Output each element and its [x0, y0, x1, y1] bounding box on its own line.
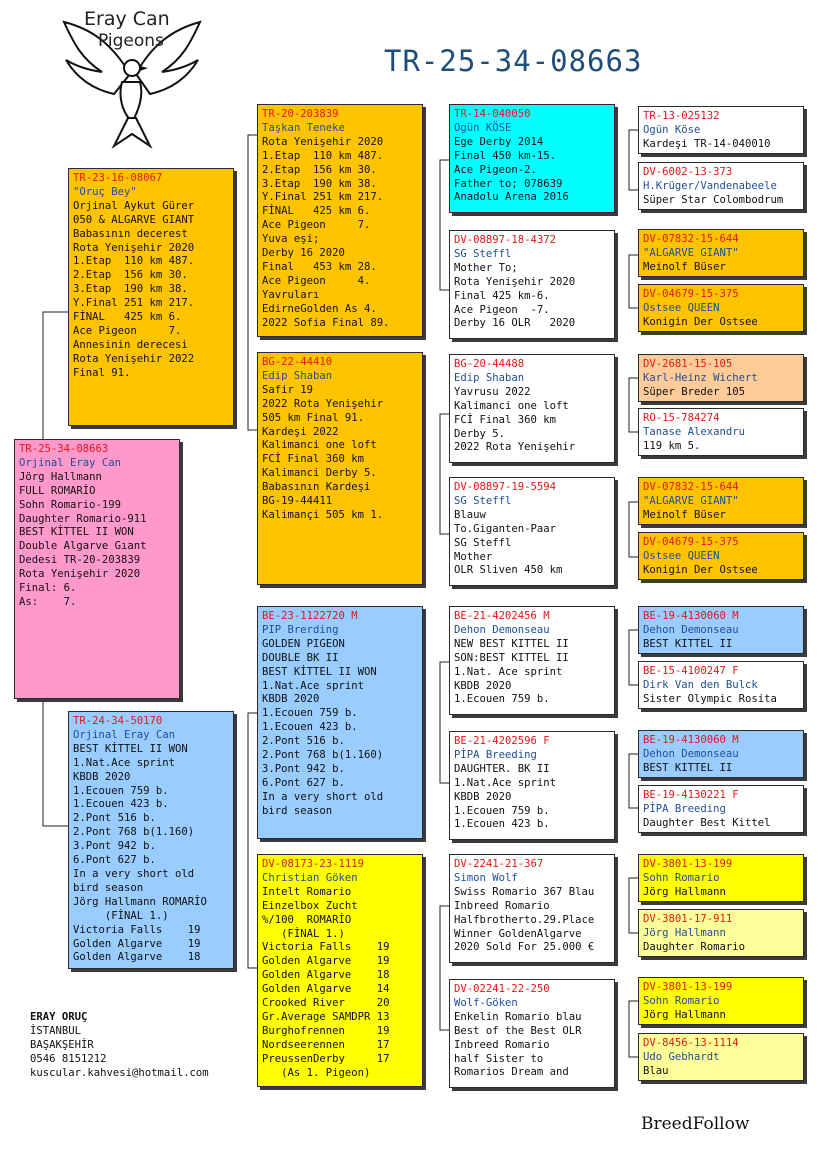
pedigree-detail-line: SG Steffl: [454, 536, 512, 549]
pedigree-detail-line: 2.Pont 768 b(1.160): [262, 749, 384, 762]
ring-number: DV-3801-17-911: [643, 913, 733, 925]
pedigree-detail-line: Enkelin Romario blau: [454, 1010, 582, 1023]
pedigree-detail-line: 1.Ecouen 423 b.: [73, 798, 169, 811]
pedigree-box-sds[interactable]: [449, 354, 615, 463]
pedigree-box-g5-5[interactable]: [638, 354, 804, 402]
pedigree-detail-line: Victoria Falls 19: [262, 941, 390, 954]
pedigree-detail-line: 1.Ecouen 759 b.: [73, 784, 169, 797]
ring-number: DV-3801-13-199: [643, 858, 733, 870]
pedigree-box-dam-sire[interactable]: [257, 606, 423, 839]
pedigree-detail-line: Ace Pigeon 4.: [262, 274, 371, 287]
pedigree-detail-line: KBDB 2020: [262, 693, 320, 706]
breeder-or-pigeon-name: "ALGARVE GIANT": [643, 246, 739, 259]
ring-number: BE-21-4202596 F: [454, 735, 550, 747]
ring-number: BE-19-4130060 M: [643, 610, 739, 622]
pedigree-detail-line: Daughter Romario: [643, 940, 746, 953]
pedigree-detail-line: Nordseerennen 17: [262, 1038, 390, 1051]
pedigree-detail-line: Final 425 km-6.: [454, 289, 550, 302]
pedigree-box-g5-9[interactable]: [638, 606, 804, 654]
pedigree-detail-line: Daughter Romario-911: [19, 512, 147, 525]
pedigree-box-sss[interactable]: [449, 104, 615, 213]
pedigree-detail-line: 3.Etap 190 km 38.: [262, 177, 377, 190]
pedigree-detail-line: Dedesi TR-20-203839: [19, 554, 141, 567]
pedigree-detail-line: Jörg Hallmann ROMARİO: [73, 895, 207, 908]
pedigree-detail-line: BEST KİTTEL II WON: [262, 665, 377, 678]
pedigree-detail-line: Final: 6.: [19, 582, 77, 595]
pedigree-box-sire[interactable]: [68, 168, 234, 426]
pedigree-detail-line: Meinolf Büser: [643, 508, 726, 521]
pedigree-detail-line: Ace Pigeon -7.: [454, 303, 550, 316]
pedigree-box-g5-2[interactable]: [638, 162, 804, 210]
breeder-or-pigeon-name: Orjinal Eray Can: [19, 456, 122, 469]
pedigree-detail-line: Yavrusu 2022: [454, 385, 531, 398]
pedigree-detail-line: Kardeşi 2022: [262, 425, 339, 438]
pedigree-box-g5-16[interactable]: [638, 1033, 804, 1081]
pedigree-detail-line: Swiss Romario 367 Blau: [454, 885, 595, 898]
pedigree-box-dam-dam[interactable]: [257, 854, 423, 1087]
pedigree-detail-line: Rota Yenişehir 2020: [73, 241, 195, 254]
pedigree-detail-line: FİNAL 425 km 6.: [73, 311, 182, 324]
pedigree-detail-line: (FİNAL 1.): [262, 927, 345, 940]
pedigree-box-g5-4[interactable]: [638, 284, 804, 332]
pedigree-box-dam[interactable]: [68, 711, 234, 969]
ring-number: DV-04679-15-375: [643, 536, 739, 548]
pedigree-detail-line: As: 7.: [19, 595, 77, 608]
breeder-or-pigeon-name: Udo Gebhardt: [643, 1050, 720, 1063]
ring-number: BG-20-44488: [454, 358, 525, 370]
pedigree-detail-line: BEST KİTTEL II WON: [19, 526, 134, 539]
pedigree-detail-line: KBDB 2020: [454, 790, 512, 803]
pedigree-detail-line: Süper Breder 105: [643, 385, 746, 398]
pedigree-detail-line: 1.Etap 110 km 487.: [73, 255, 195, 268]
pedigree-detail-line: FCİ Final 360 km: [262, 453, 365, 466]
pedigree-detail-line: 1.Nat.Ace sprint: [454, 776, 557, 789]
breeder-or-pigeon-name: "ALGARVE GIANT": [643, 494, 739, 507]
pedigree-detail-line: BEST KİTTEL II WON: [73, 742, 188, 755]
pedigree-detail-line: 2.Pont 516 b.: [73, 812, 156, 825]
logo-title: Eray Can: [84, 8, 170, 30]
pedigree-detail-line: Jörg Hallmann: [643, 1008, 726, 1021]
pedigree-detail-line: Mother: [454, 550, 493, 563]
pedigree-detail-line: Derby 16 2020: [262, 247, 345, 260]
pedigree-detail-line: SON:BEST KITTEL II: [454, 651, 569, 664]
pedigree-detail-line: Safir 19: [262, 383, 314, 396]
pedigree-detail-line: 2.Pont 768 b(1.160): [73, 826, 195, 839]
breeder-or-pigeon-name: Jörg Hallmann: [643, 926, 726, 939]
pedigree-detail-line: Victoria Falls 19: [73, 923, 201, 936]
pedigree-detail-line: To.Giganten-Paar: [454, 522, 557, 535]
pedigree-detail-line: BEST KITTEL II: [643, 761, 733, 774]
ring-number: BE-23-1122720 M: [262, 610, 358, 622]
pedigree-detail-line: 2.Pont 516 b.: [262, 735, 345, 748]
ring-number: DV-08173-23-1119: [262, 858, 365, 870]
pedigree-detail-line: Inbreed Romario: [454, 899, 550, 912]
breeder-or-pigeon-name: "Oruç Bey": [73, 185, 137, 198]
pedigree-detail-line: Sister Olympic Rosita: [643, 692, 777, 705]
pedigree-detail-line: 1.Nat.Ace sprint: [262, 679, 365, 692]
page-title: TR-25-34-08663: [384, 44, 643, 78]
pedigree-detail-line: Derby 16 OLR 2020: [454, 317, 576, 330]
pedigree-detail-line: Winner GoldenAlgarve: [454, 927, 582, 940]
pedigree-detail-line: Rota Yenişehir 2022: [73, 352, 195, 365]
pedigree-detail-line: Kardeşi TR-14-040010: [643, 137, 771, 150]
pedigree-detail-line: 050 & ALGARVE GIANT: [73, 213, 195, 226]
breeder-or-pigeon-name: Dirk Van den Bulck: [643, 678, 758, 691]
pedigree-detail-line: Jörg Hallmann: [643, 885, 726, 898]
pedigree-detail-line: FİNAL 425 km 6.: [262, 205, 371, 218]
pedigree-detail-line: Final 450 km-15.: [454, 149, 557, 162]
pedigree-detail-line: Golden Algarve 18: [73, 951, 201, 964]
pedigree-detail-line: Golden Algarve 19: [262, 955, 390, 968]
pedigree-box-g5-11[interactable]: [638, 730, 804, 778]
pedigree-detail-line: Best of the Best OLR: [454, 1024, 582, 1037]
ring-number: DV-02241-22-250: [454, 983, 550, 995]
pedigree-detail-line: Orjinal Aykut Gürer: [73, 199, 195, 212]
pedigree-detail-line: Konigin Der Ostsee: [643, 563, 758, 576]
ring-number: RO-15-784274: [643, 412, 720, 424]
ring-number: TR-23-16-08067: [73, 172, 163, 184]
breeder-or-pigeon-name: Edip Shaban: [454, 371, 525, 384]
pedigree-box-g5-15[interactable]: [638, 977, 804, 1025]
pedigree-detail-line: 1.Ecouen 423 b.: [262, 721, 358, 734]
pedigree-detail-line: 2020 Sold For 25.000 €: [454, 941, 595, 954]
pedigree-detail-line: 1.Ecouen 759 b.: [262, 707, 358, 720]
pedigree-detail-line: Rota Yenişehir 2020: [262, 135, 384, 148]
pedigree-detail-line: 1.Ecouen 759 b.: [454, 804, 550, 817]
breeder-or-pigeon-name: Wolf-Göken: [454, 996, 518, 1009]
pedigree-detail-line: Y.Final 251 km 217.: [262, 191, 384, 204]
pedigree-detail-line: 1.Nat.Ace sprint: [73, 756, 176, 769]
pedigree-detail-line: Jörg Hallmann: [19, 470, 102, 483]
pedigree-detail-line: half Sister to: [454, 1052, 544, 1065]
pedigree-detail-line: Einzelbox Zucht: [262, 899, 358, 912]
pedigree-detail-line: Kalimançi 505 km 1.: [262, 508, 384, 521]
pedigree-detail-line: 3.Etap 190 km 38.: [73, 283, 188, 296]
breeder-or-pigeon-name: Simon Wolf: [454, 871, 518, 884]
pedigree-box-g5-6[interactable]: [638, 408, 804, 456]
ring-number: TR-13-025132: [643, 110, 720, 122]
breeder-or-pigeon-name: Ostsee QUEEN: [643, 549, 720, 562]
ring-number: BE-21-4202456 M: [454, 610, 550, 622]
pedigree-detail-line: Burghofrennen 19: [262, 1024, 390, 1037]
breeder-or-pigeon-name: PİPA Breeding: [643, 802, 726, 815]
pedigree-detail-line: Final 91.: [73, 366, 131, 379]
pedigree-detail-line: (FİNAL 1.): [73, 909, 169, 922]
logo-subtitle: Pigeons: [98, 31, 164, 51]
pedigree-detail-line: bird season: [262, 804, 333, 817]
pedigree-detail-line: Konigin Der Ostsee: [643, 315, 758, 328]
breeder-or-pigeon-name: Taşkan Teneke: [262, 121, 345, 134]
pedigree-detail-line: Rota Yenişehir 2020: [454, 275, 576, 288]
pedigree-detail-line: Ace Pigeon 7.: [262, 219, 371, 232]
pedigree-detail-line: 119 km 5.: [643, 439, 701, 452]
pedigree-detail-line: Ace Pigeon 7.: [73, 324, 182, 337]
breeder-or-pigeon-name: Dehon Demonseau: [643, 623, 739, 636]
pedigree-detail-line: Golden Algarve 14: [262, 983, 390, 996]
pedigree-detail-line: Ege Derby 2014: [454, 135, 544, 148]
pedigree-box-sdd[interactable]: [449, 477, 615, 586]
pedigree-box-g5-13[interactable]: [638, 854, 804, 902]
pedigree-box-g5-12[interactable]: [638, 785, 804, 833]
breeder-or-pigeon-name: PİPA Breeding: [454, 748, 537, 761]
pedigree-detail-line: 6.Pont 627 b.: [262, 776, 345, 789]
ring-number: TR-24-34-50170: [73, 715, 163, 727]
ring-number: DV-07832-15-644: [643, 481, 739, 493]
pedigree-detail-line: Babasının decerest: [73, 227, 188, 240]
breeder-city: İSTANBUL: [30, 1025, 82, 1037]
pedigree-detail-line: Golden Algarve 19: [73, 937, 201, 950]
ring-number: BE-15-4100247 F: [643, 665, 739, 677]
pedigree-detail-line: Yuva eşi;: [262, 233, 320, 246]
breeder-or-pigeon-name: Sohn Romario: [643, 994, 720, 1007]
pedigree-detail-line: Babasının Kardeşi: [262, 481, 371, 494]
breeder-or-pigeon-name: SG Steffl: [454, 494, 512, 507]
pedigree-box-g5-1[interactable]: [638, 106, 804, 154]
pedigree-detail-line: EdirneGolden As 4.: [262, 302, 377, 315]
ring-number: TR-20-203839: [262, 108, 339, 120]
pedigree-detail-line: In a very short old: [262, 790, 384, 803]
pedigree-detail-line: In a very short old: [73, 867, 195, 880]
breeder-or-pigeon-name: PIP Brerding: [262, 623, 339, 636]
ring-number: DV-6002-13-373: [643, 166, 733, 178]
breeder-or-pigeon-name: Dehon Demonseau: [454, 623, 550, 636]
pedigree-box-subject[interactable]: [14, 439, 180, 699]
pedigree-box-sire-dam[interactable]: [257, 352, 423, 585]
pedigree-detail-line: Y.Final 251 km 217.: [73, 297, 195, 310]
pedigree-detail-line: Final 453 km 28.: [262, 260, 377, 273]
ring-number: TR-25-34-08663: [19, 443, 109, 455]
pedigree-detail-line: BG-19-44411: [262, 495, 333, 508]
ring-number: DV-3801-13-199: [643, 981, 733, 993]
pedigree-detail-line: Blau: [643, 1064, 669, 1077]
pedigree-detail-line: 2.Etap 156 km 30.: [73, 269, 188, 282]
pedigree-detail-line: Annesinin derecesi: [73, 338, 188, 351]
pedigree-detail-line: OLR Sliven 450 km: [454, 564, 563, 577]
pedigree-box-dds[interactable]: [449, 854, 615, 963]
pedigree-detail-line: Daughter Best Kittel: [643, 816, 771, 829]
ring-number: DV-2681-15-105: [643, 358, 733, 370]
ring-number: BG-22-44410: [262, 356, 333, 368]
pedigree-detail-line: Süper Star Colombodrum: [643, 193, 784, 206]
pedigree-detail-line: Blauw: [454, 508, 486, 521]
pedigree-detail-line: %/100 ROMARİO: [262, 913, 352, 926]
pedigree-box-g5-3[interactable]: [638, 229, 804, 277]
breeder-or-pigeon-name: Orjinal Eray Can: [73, 728, 176, 741]
breeder-phone: 0546 8151212: [30, 1053, 107, 1065]
pedigree-detail-line: Mother To;: [454, 261, 518, 274]
ring-number: DV-08897-18-4372: [454, 234, 557, 246]
pedigree-detail-line: KBDB 2020: [73, 770, 131, 783]
ring-number: DV-08897-19-5594: [454, 481, 557, 493]
pedigree-detail-line: Kalimanci one loft: [454, 399, 569, 412]
pedigree-detail-line: Double Algarve Gıant: [19, 540, 147, 553]
pedigree-detail-line: 1.Nat. Ace sprint: [454, 665, 563, 678]
pedigree-box-g5-14[interactable]: [638, 909, 804, 957]
pedigree-detail-line: Intelt Romario: [262, 885, 352, 898]
pedigree-detail-line: BEST KITTEL II: [643, 637, 733, 650]
pedigree-detail-line: 1.Etap 110 km 487.: [262, 149, 384, 162]
breeder-or-pigeon-name: Edip Shaban: [262, 369, 333, 382]
breeder-or-pigeon-name: Tanase Alexandru: [643, 425, 746, 438]
pedigree-detail-line: bird season: [73, 881, 144, 894]
pedigree-detail-line: 2.Etap 156 km 30.: [262, 163, 377, 176]
breeder-or-pigeon-name: SG Steffl: [454, 247, 512, 260]
pedigree-detail-line: Golden Algarve 18: [262, 969, 390, 982]
ring-number: TR-14-040050: [454, 108, 531, 120]
pedigree-detail-line: Inbreed Romario: [454, 1038, 550, 1051]
pedigree-detail-line: 3.Pont 942 b.: [262, 762, 345, 775]
ring-number: BE-19-4130060 M: [643, 734, 739, 746]
breeder-name: ERAY ORUÇ: [30, 1011, 88, 1023]
pedigree-detail-line: Kalimanci Derby 5.: [262, 467, 377, 480]
breeder-or-pigeon-name: H.Krüger/Vandenabeele: [643, 179, 777, 192]
pedigree-detail-line: Derby 5.: [454, 427, 506, 440]
pedigree-detail-line: NEW BEST KITTEL II: [454, 637, 569, 650]
breeder-or-pigeon-name: Sohn Romario: [643, 871, 720, 884]
pedigree-box-g5-8[interactable]: [638, 532, 804, 580]
pedigree-box-dsd[interactable]: [449, 731, 615, 840]
pedigree-detail-line: 2022 Rota Yenişehir: [262, 397, 384, 410]
pedigree-detail-line: DAUGHTER. BK II: [454, 762, 550, 775]
pedigree-box-g5-10[interactable]: [638, 661, 804, 709]
ring-number: DV-8456-13-1114: [643, 1037, 739, 1049]
pedigree-box-ddd[interactable]: [449, 979, 615, 1088]
breeder-or-pigeon-name: Ogün KÖSE: [454, 121, 512, 134]
footer-brand: BreedFollow: [641, 1114, 750, 1134]
breeder-or-pigeon-name: Ostsee QUEEN: [643, 301, 720, 314]
breeder-or-pigeon-name: Dehon Demonseau: [643, 747, 739, 760]
pedigree-detail-line: 1.Ecouen 759 b.: [454, 693, 550, 706]
pedigree-detail-line: Kalimanci one loft: [262, 439, 377, 452]
breeder-or-pigeon-name: Karl-Heinz Wichert: [643, 371, 758, 384]
breeder-email[interactable]: kuscular.kahvesi@hotmail.com: [30, 1067, 209, 1079]
pedigree-detail-line: Crooked River 20: [262, 997, 390, 1010]
pedigree-detail-line: 2022 Sofia Final 89.: [262, 316, 390, 329]
ring-number: DV-07832-15-644: [643, 233, 739, 245]
pedigree-box-dss[interactable]: [449, 606, 615, 715]
pedigree-detail-line: 3.Pont 942 b.: [73, 840, 156, 853]
pedigree-box-ssd[interactable]: [449, 230, 615, 339]
pedigree-detail-line: 2022 Rota Yenişehir: [454, 441, 576, 454]
pedigree-detail-line: Yavruları: [262, 288, 320, 301]
breeder-or-pigeon-name: Christian Göken: [262, 871, 358, 884]
ring-number: DV-2241-21-367: [454, 858, 544, 870]
breeder-district: BAŞAKŞEHİR: [30, 1039, 94, 1051]
pedigree-detail-line: KBDB 2020: [454, 679, 512, 692]
pedigree-detail-line: DOUBLE BK II: [262, 651, 339, 664]
pedigree-detail-line: Gr.Average SAMDPR 13: [262, 1010, 390, 1023]
breeder-contact: [30, 1010, 209, 1080]
pedigree-detail-line: FCİ Final 360 km: [454, 413, 557, 426]
pedigree-detail-line: Father to; 078639: [454, 177, 563, 190]
pedigree-detail-line: 1.Ecouen 423 b.: [454, 818, 550, 831]
pedigree-detail-line: (As 1. Pigeon): [262, 1066, 371, 1079]
pedigree-box-sire-sire[interactable]: [257, 104, 423, 337]
pedigree-detail-line: Anadolu Arena 2016: [454, 191, 569, 204]
pedigree-detail-line: PreussenDerby 17: [262, 1052, 390, 1065]
pedigree-detail-line: Rota Yenişehir 2020: [19, 568, 141, 581]
pedigree-detail-line: 6.Pont 627 b.: [73, 854, 156, 867]
pedigree-detail-line: 505 km Final 91.: [262, 411, 365, 424]
pedigree-detail-line: Sohn Romario-199: [19, 498, 122, 511]
pedigree-detail-line: Ace Pigeon-2.: [454, 163, 537, 176]
pedigree-detail-line: GOLDEN PIGEON: [262, 637, 345, 650]
breeder-or-pigeon-name: Ogün Köse: [643, 123, 701, 136]
ring-number: DV-04679-15-375: [643, 288, 739, 300]
pedigree-detail-line: Romarios Dream and: [454, 1066, 569, 1079]
pedigree-detail-line: Meinolf Büser: [643, 260, 726, 273]
pedigree-box-g5-7[interactable]: [638, 477, 804, 525]
ring-number: BE-19-4130221 F: [643, 789, 739, 801]
pedigree-detail-line: Halfbrotherto.29.Place: [454, 913, 595, 926]
pedigree-detail-line: FULL ROMARİO: [19, 484, 96, 497]
